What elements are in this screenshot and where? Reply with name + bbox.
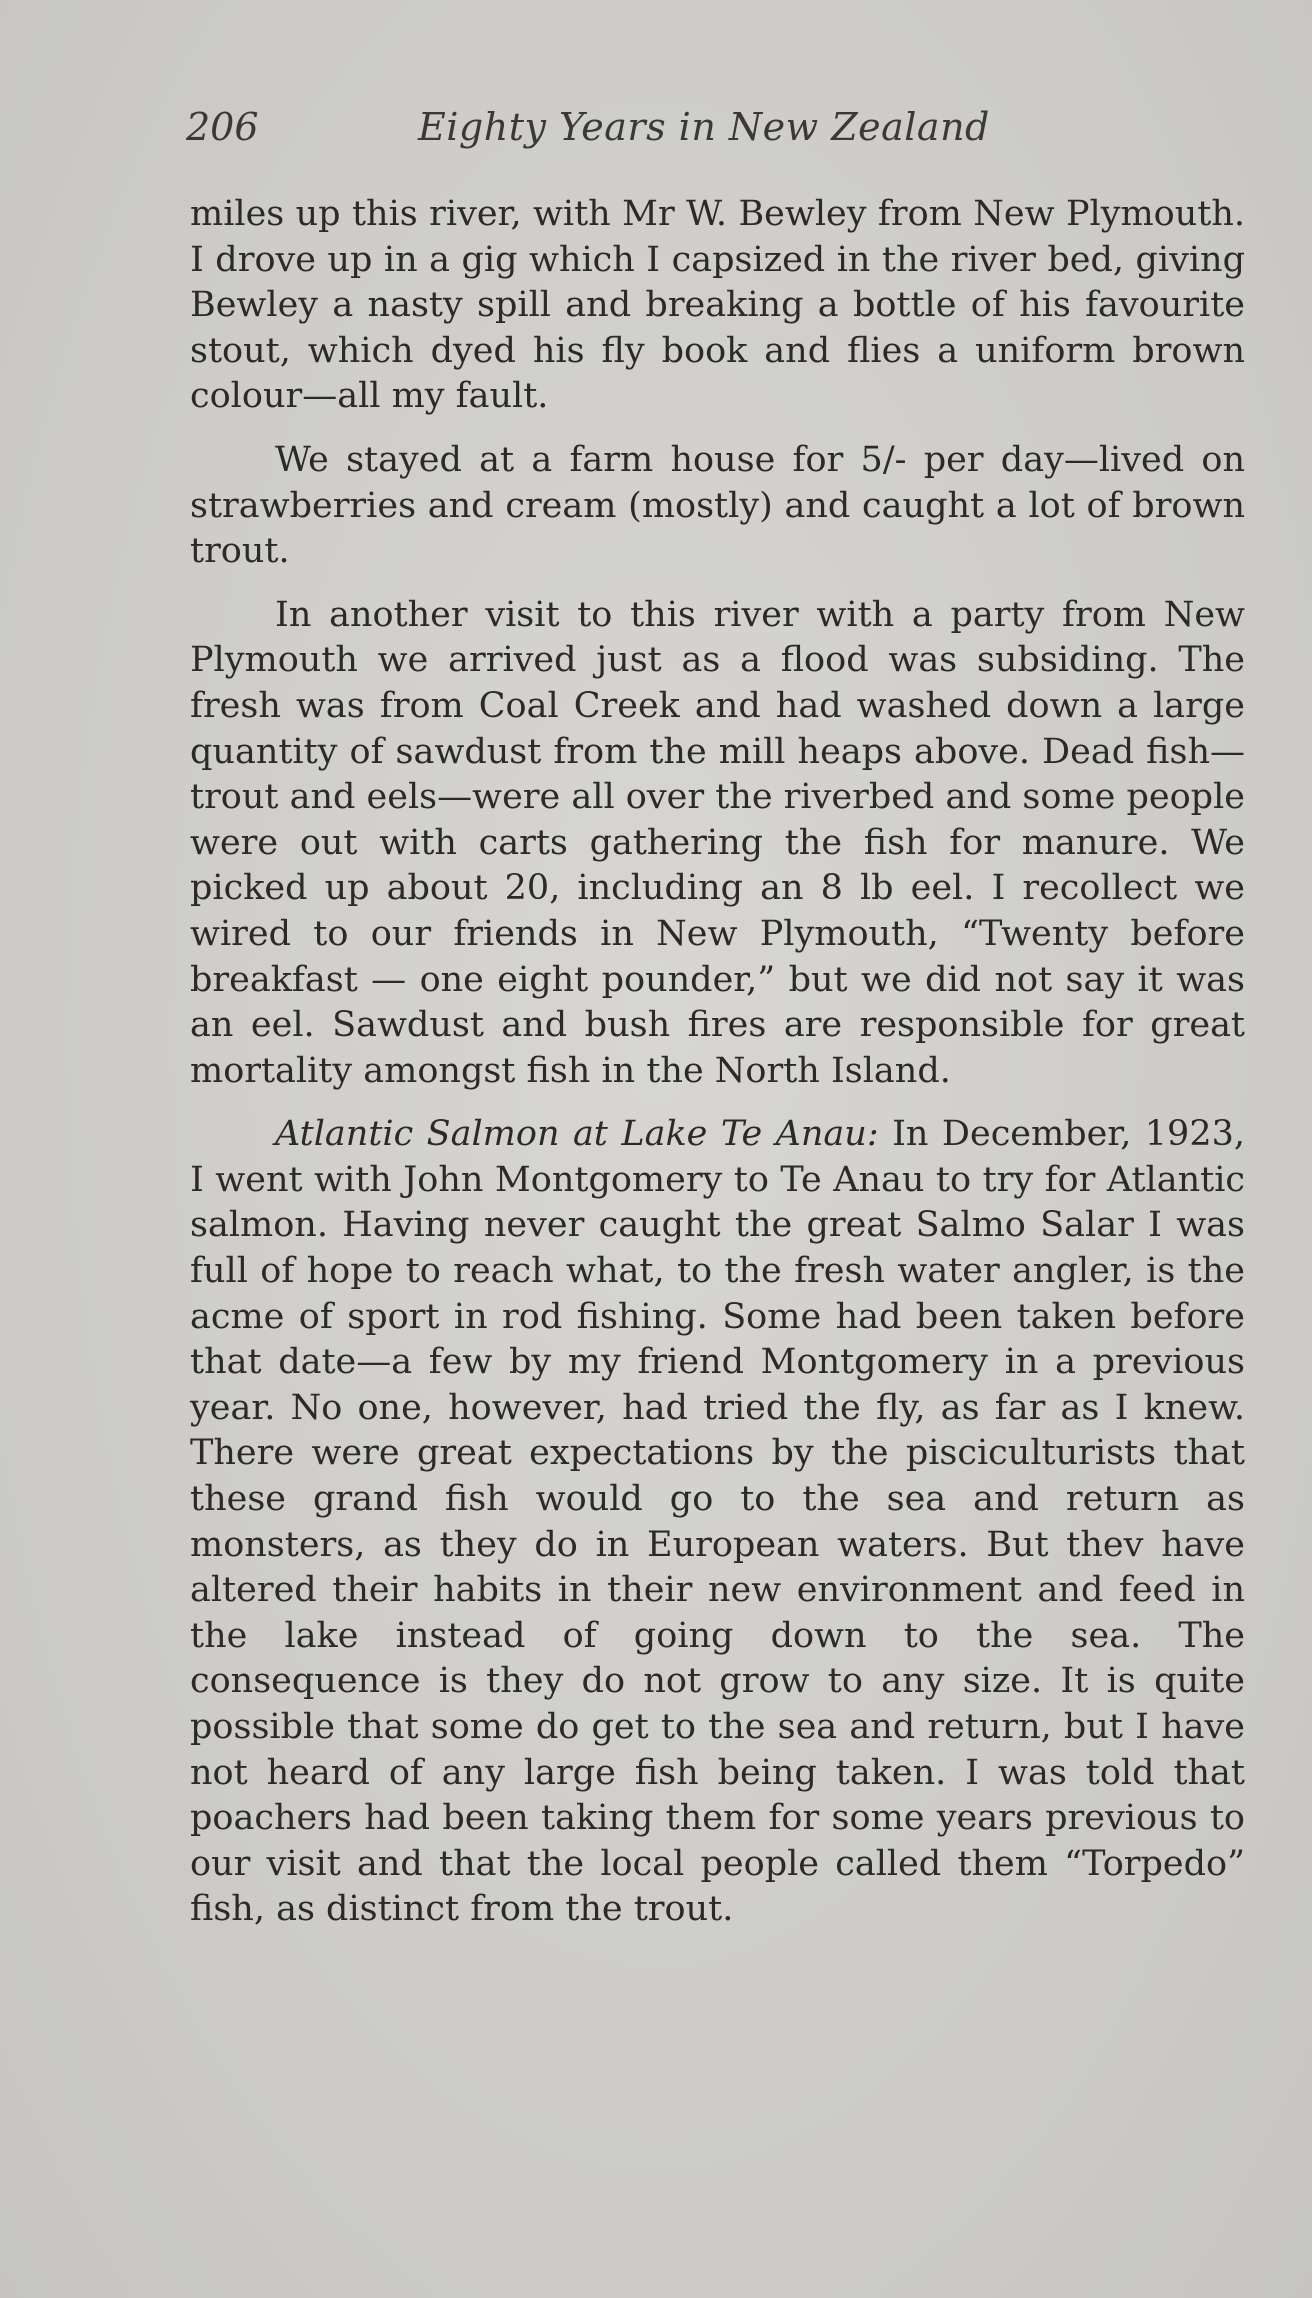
paragraph-3: In another visit to this river with a party from New Plymouth we arrived just as a flood was subsiding. The fresh was from Coal Creek and had washed down a large quantity of sawdust from the mill heaps above. Dead fish—trout and eels—were all over the riverbed and some people were out with carts gathering the fish for manure. We picked up about 20, including an 8 lb eel. I recollect we wired to our friends in New Plymouth, “Twenty before breakfast — one eight pounder,” but we did not say it was an eel. Sawdust and bush fires are responsible for great mortality amongst fish in the North Island. bbox=[190, 594, 1245, 1091]
paragraph-4 bbox=[190, 1112, 1245, 1933]
page-number: 206 bbox=[186, 105, 259, 149]
running-head bbox=[186, 105, 1016, 155]
running-title: Eighty Years in New Zealand bbox=[418, 105, 990, 149]
paragraph-1: miles up this river, with Mr W. Bewley from New Plymouth. I drove up in a gig which I capsized in the river bed, giving Bewley a nasty spill and breaking a bottle of his favourite stout, which dyed his fly book and flies a uniform brown colour—all my fault. bbox=[190, 194, 1245, 417]
section-heading: Atlantic Salmon at Lake Te Anau: bbox=[275, 1114, 879, 1155]
body-text bbox=[190, 192, 1245, 1951]
paragraph-2: We stayed at a farm house for 5/- per day—lived on strawberries and cream (mostly) and caught a lot of brown trout. bbox=[190, 439, 1245, 572]
paragraph-4-text: In December, 1923, I went with John Montgomery to Te Anau to try for Atlantic salmon. Having never caught the great Salmo Salar I was full of hope to reach what, to the fresh water angler, is the acme of sport in rod fishing. Some had been taken before that date—a few by my friend Montgomery in a previous year. No one, however, had tried the fly, as far as I knew. There were great expectations by the pisciculturists that these grand fish would go to the sea and return as monsters, as they do in European waters. But thev have altered their habits in their new environment and feed in the lake instead of going down to the sea. The consequence is they do not grow to any size. It is quite possible that some do get to the sea and return, but I have not heard of any large fish being taken. I was told that poachers had been taking them for some years previous to our visit and that the local people called them “Torpedo” fish, as distinct from the trout. bbox=[190, 1114, 1245, 1930]
